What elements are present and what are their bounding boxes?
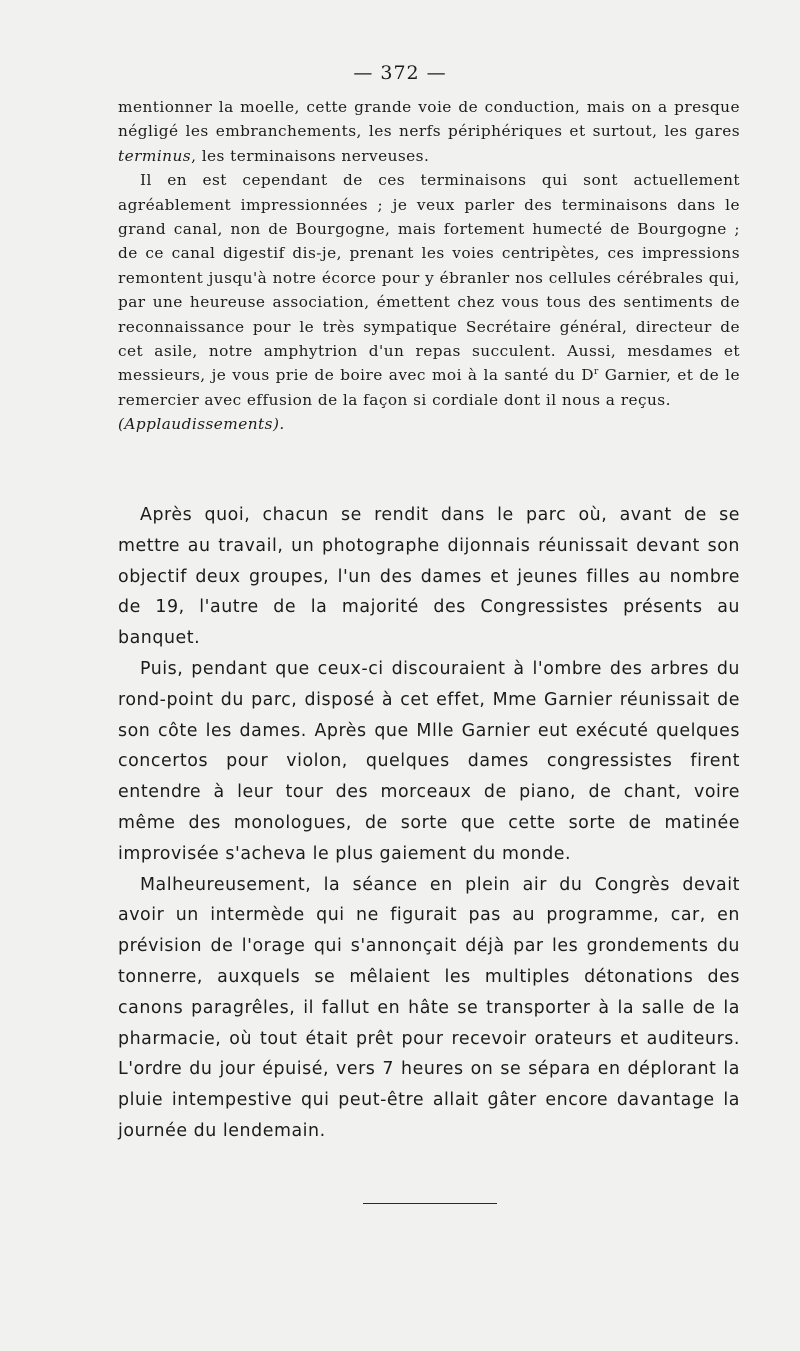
doctor-superscript: r	[593, 367, 599, 378]
italic-terminus: terminus	[118, 146, 192, 165]
speech-text-2a: Il en est cependant de ces terminaisons qui sont actuellement agréablement impressionnées ; je veux parler des terminaisons dans le grand canal, non de Bourgogne, mais fortement humecté de Bourgogne ; de ce canal digestif dis-je, prenant les voies centripètes, ces impressions remontent jusqu'à notre écorce pour y ébranler nos cellules cérébrales qui, par une heureuse association, émettent chez vous tous des sentiments de reconnaissance pour le très sympatique Secrétaire général, directeur de cet asile, notre amphytrion d'un repas succulent. Aussi, mesdames et messieurs, je vous prie de boire avec moi à la santé du D	[118, 171, 740, 385]
speech-paragraph-1	[118, 95, 740, 168]
speech-text-1: mentionner la moelle, cette grande voie de conduction, mais on a presque négligé les embranchements, les nerfs périphériques et surtout, les gares	[118, 98, 740, 141]
applause-note: (Applaudissements).	[118, 415, 285, 434]
speech-conclusion	[118, 95, 740, 437]
narrative-section	[118, 500, 740, 1147]
narrative-paragraph-1: Après quoi, chacun se rendit dans le parc où, avant de se mettre au travail, un photographe dijonnais réunissait devant son objectif deux groupes, l'un des dames et jeunes filles au nombre de 19, l'autre de la majorité des Congressistes présents au banquet.	[118, 505, 740, 649]
speech-paragraph-2	[118, 168, 740, 436]
narrative-paragraph-3: Malheureusement, la séance en plein air du Congrès devait avoir un intermède qui ne figurait pas au programme, car, en prévision de l'orage qui s'annonçait déjà par les grondements du tonnerre, auxquels se mêlaient les multiples détonations des canons paragrêles, il fallut en hâte se transporter à la salle de la pharmacie, où tout était prêt pour recevoir orateurs et auditeurs. L'ordre du jour épuisé, vers 7 heures on se sépara en déplorant la pluie intempestive qui peut-être allait gâter encore davantage la journée du lendemain.	[118, 874, 740, 1141]
narrative-paragraph-2: Puis, pendant que ceux-ci discouraient à l'ombre des arbres du rond-point du parc, disposé à cet effet, Mme Garnier réunissait de son côte les dames. Après que Mlle Garnier eut exécuté quelques concertos pour violon, quelques dames congressistes firent entendre à leur tour des morceaux de piano, de chant, voire même des monologues, de sorte que cette sorte de matinée improvisée s'acheva le plus gaiement du monde.	[118, 658, 740, 864]
speech-text-1-end: , les terminaisons nerveuses.	[191, 146, 430, 165]
end-rule	[363, 1203, 497, 1204]
page-number: — 372 —	[353, 62, 447, 84]
speech-text-2b: Garnier, et de le remercier avec effusion de la façon si cordiale dont il nous a reçus.	[118, 366, 740, 409]
